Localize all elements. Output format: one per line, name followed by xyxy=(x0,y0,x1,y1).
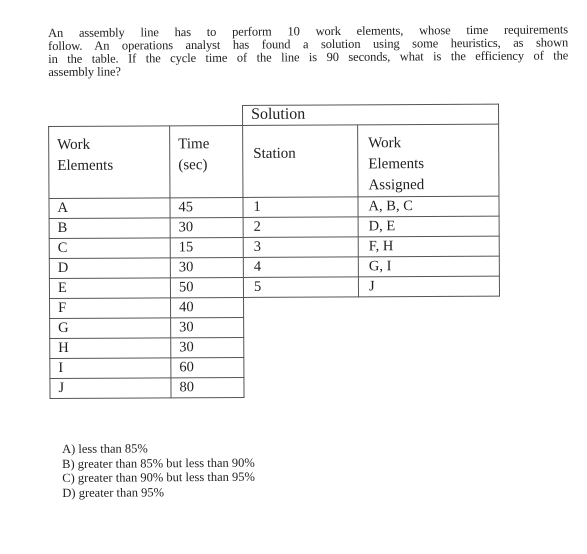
work-element-cell: C xyxy=(49,238,170,259)
solution-table xyxy=(48,104,501,399)
station-cell: 4 xyxy=(243,257,358,278)
time-cell: 80 xyxy=(171,377,244,397)
assigned-cell: D, E xyxy=(358,216,499,237)
time-cell: 30 xyxy=(171,317,244,337)
solution-header: Solution xyxy=(242,104,498,125)
work-elements-header: Work Elements xyxy=(49,126,170,199)
assigned-cell: A, B, C xyxy=(358,196,499,217)
time-cell: 60 xyxy=(171,357,244,377)
question-text xyxy=(48,23,568,79)
table-row xyxy=(50,296,500,318)
answer-choice-a[interactable]: A) less than 85% xyxy=(62,441,148,456)
work-element-cell: A xyxy=(49,198,170,219)
question-line: follow. An operations analyst has found a solution using some heuristics, as shown xyxy=(48,35,569,53)
time-header: Time (sec) xyxy=(170,125,243,197)
question-line: An assembly line has to perform 10 work elements, whose time requirements xyxy=(47,22,569,40)
work-element-cell: F xyxy=(50,298,171,319)
time-cell: 50 xyxy=(170,277,243,297)
time-cell: 40 xyxy=(171,297,244,317)
time-cell: 30 xyxy=(170,217,243,237)
time-cell: 30 xyxy=(171,337,244,357)
assigned-cell: J xyxy=(358,276,499,297)
assigned-header: Work Elements Assigned xyxy=(358,124,499,197)
work-element-cell: E xyxy=(49,278,170,299)
table-header-row-top xyxy=(49,104,499,126)
work-element-cell: J xyxy=(50,378,171,399)
table-row xyxy=(49,236,499,258)
station-cell: 2 xyxy=(243,217,358,238)
answer-choice-c[interactable]: C) greater than 90% but less than 95% xyxy=(62,469,255,485)
question-line: assembly line? xyxy=(48,64,121,79)
table-header-row xyxy=(49,124,499,198)
table-row xyxy=(50,376,500,398)
work-element-cell: B xyxy=(49,218,170,239)
station-cell: 3 xyxy=(243,237,358,258)
work-element-cell: D xyxy=(49,258,170,279)
answer-choice-d[interactable]: D) greater than 95% xyxy=(62,484,165,500)
time-cell: 15 xyxy=(170,237,243,257)
answer-choice-b[interactable]: B) greater than 85% but less than 90% xyxy=(62,455,255,471)
time-cell: 30 xyxy=(170,257,243,277)
time-cell: 45 xyxy=(170,197,243,217)
table-row xyxy=(50,356,500,378)
assigned-cell: F, H xyxy=(358,236,499,257)
answer-choices xyxy=(62,441,255,500)
question-line: in the table. If the cycle time of the line is 90 seconds, what is the efficiency of the xyxy=(48,48,569,66)
work-element-cell: H xyxy=(50,338,171,359)
table-row xyxy=(49,276,499,298)
work-element-cell: I xyxy=(50,358,171,379)
solution-table-container xyxy=(48,104,501,399)
station-header: Station xyxy=(243,125,358,198)
table-row xyxy=(49,196,499,218)
table-row xyxy=(49,216,499,238)
station-cell: 5 xyxy=(243,277,358,298)
assigned-cell: G, I xyxy=(358,256,499,277)
station-cell: 1 xyxy=(243,197,358,218)
table-row xyxy=(50,316,500,338)
table-row xyxy=(49,256,499,278)
work-element-cell: G xyxy=(50,318,171,339)
table-row xyxy=(50,336,500,358)
